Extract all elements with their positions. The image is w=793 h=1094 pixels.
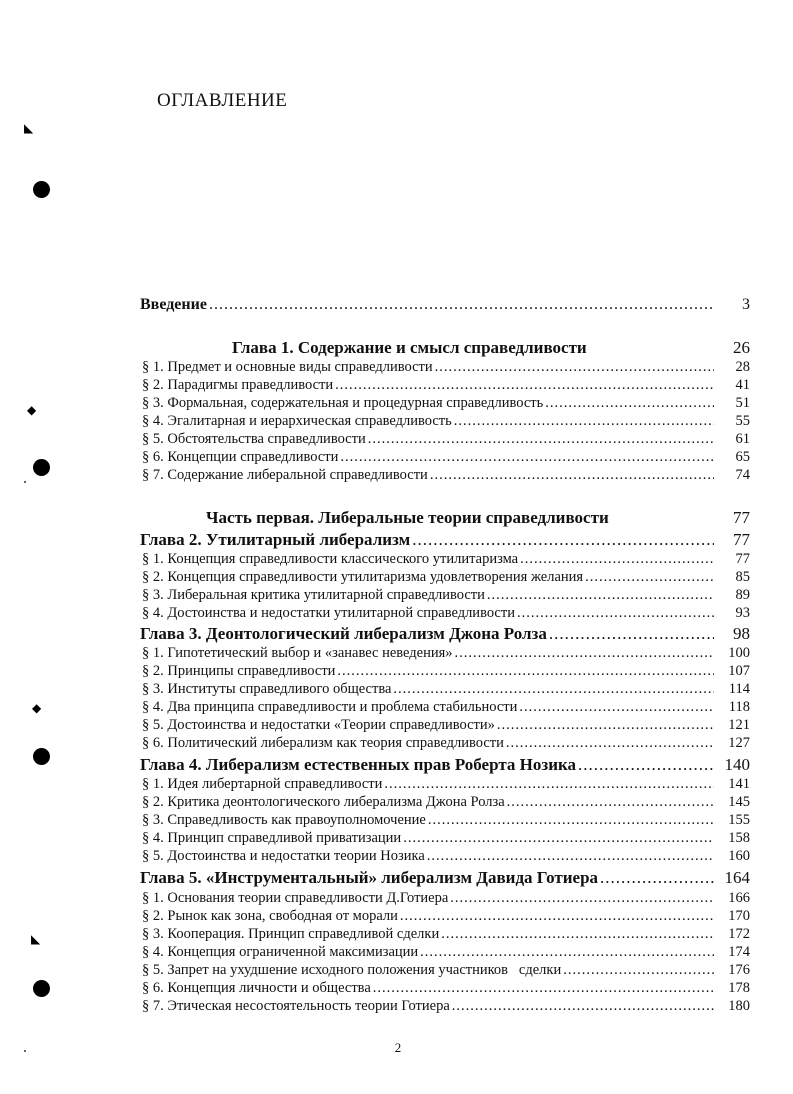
toc-entry-label: § 6. Политический либерализм как теория справедливости: [142, 735, 504, 751]
toc-entry[interactable]: [140, 962, 750, 979]
part-heading-text: Часть первая. Либеральные теории справедливости: [206, 508, 609, 527]
dot-leader: [452, 998, 714, 1015]
toc-entry[interactable]: [140, 812, 750, 829]
toc-entry-page: 93: [735, 605, 750, 621]
toc-entry-page: 127: [728, 735, 750, 751]
toc-entry-label: § 3. Кооперация. Принцип справедливой сделки: [142, 926, 440, 942]
toc-entry-label: Введение: [140, 296, 207, 313]
toc-entry[interactable]: [140, 431, 750, 448]
dot-leader: [368, 431, 714, 448]
toc-entry-label: § 4. Достоинства и недостатки утилитарной справедливости: [142, 605, 515, 621]
toc-entry-page: 41: [735, 377, 750, 393]
toc-entry-page: 74: [735, 467, 750, 483]
toc-entry-label: § 1. Основания теории справедливости Д.Готиера: [142, 890, 449, 906]
dot-leader: [412, 530, 714, 550]
toc-entry-label: § 7. Содержание либеральной справедливости: [142, 467, 428, 483]
part-heading-page: 77: [733, 508, 750, 527]
scan-mark-icon: ◣: [24, 121, 34, 135]
chapter-heading-text: Глава 1. Содержание и смысл справедливости: [232, 338, 587, 357]
toc-entry[interactable]: [140, 681, 750, 698]
toc-entry[interactable]: [140, 908, 750, 925]
dot-leader: [435, 359, 714, 376]
dot-leader: [337, 663, 714, 680]
scan-mark-icon: ◆: [32, 701, 42, 715]
toc-entry[interactable]: [140, 587, 750, 604]
dot-leader: [585, 569, 714, 586]
toc-entry[interactable]: [140, 663, 750, 680]
toc-chapter-label: Глава 2. Утилитарный либерализм: [140, 530, 411, 549]
binder-hole-icon: [33, 980, 50, 997]
scan-speck: [24, 481, 26, 483]
toc-entry[interactable]: [140, 467, 750, 484]
toc-entry-page: 121: [728, 717, 750, 733]
toc-entry-page: 176: [728, 962, 750, 978]
toc-entry-page: 145: [728, 794, 750, 810]
toc-entry-label: § 7. Этическая несостоятельность теории Готиера: [142, 998, 450, 1014]
toc-entry[interactable]: [140, 377, 750, 394]
toc-entry[interactable]: [140, 794, 750, 811]
toc-chapter-entry[interactable]: [140, 624, 750, 644]
toc-entry-page: 107: [728, 663, 750, 679]
toc-entry[interactable]: [140, 605, 750, 622]
toc-entry-page: 155: [728, 812, 750, 828]
toc-entry[interactable]: [140, 717, 750, 734]
toc-entry[interactable]: [140, 848, 750, 865]
dot-leader: [393, 681, 714, 698]
toc-entry-page: 158: [728, 830, 750, 846]
toc-entry[interactable]: [140, 890, 750, 907]
dot-leader: [441, 926, 714, 943]
toc-entry-page: 28: [735, 359, 750, 375]
toc-entry-page: 172: [728, 926, 750, 942]
dot-leader: [340, 449, 714, 466]
toc-entry-label: § 4. Два принципа справедливости и проблема стабильности: [142, 699, 518, 715]
toc-entry-label: § 1. Идея либертарной справедливости: [142, 776, 383, 792]
dot-leader: [519, 699, 714, 716]
toc-entry-label: § 4. Эгалитарная и иерархическая справедливость: [142, 413, 452, 429]
toc-entry-page: 51: [735, 395, 750, 411]
dot-leader: [428, 812, 714, 829]
dot-leader: [335, 377, 714, 394]
dot-leader: [520, 551, 714, 568]
toc-entry-label: § 2. Рынок как зона, свободная от морали: [142, 908, 398, 924]
toc-entry-label: § 3. Либеральная критика утилитарной справедливости: [142, 587, 485, 603]
toc-entry-label: § 1. Гипотетический выбор и «занавес неведения»: [142, 645, 453, 661]
toc-entry[interactable]: [140, 551, 750, 568]
dot-leader: [545, 395, 714, 412]
toc-chapter-page: 164: [724, 868, 750, 887]
toc-chapter-entry[interactable]: [140, 755, 750, 775]
toc-entry-label: § 2. Парадигмы праведливости: [142, 377, 334, 393]
toc-chapter-label: Глава 3. Деонтологический либерализм Джона Ролза: [140, 624, 547, 643]
toc-entry-label: § 6. Концепция личности и общества: [142, 980, 371, 996]
toc-entry-page: 141: [728, 776, 750, 792]
toc-entry[interactable]: [140, 645, 750, 662]
dot-leader: [450, 890, 714, 907]
toc-entry[interactable]: [140, 699, 750, 716]
toc-entry-label: § 3. Справедливость как правоуполномочение: [142, 812, 426, 828]
toc-entry-page: 166: [728, 890, 750, 906]
dot-leader: [497, 717, 714, 734]
toc-entry-label: § 5. Запрет на ухудшение исходного положения участников сделки: [142, 962, 562, 978]
toc-entry-page: 55: [735, 413, 750, 429]
toc-entry-page: 100: [728, 645, 750, 661]
dot-leader: [455, 645, 714, 662]
dot-leader: [430, 467, 714, 484]
toc-chapter-entry[interactable]: [140, 530, 750, 550]
page-number: 2: [394, 1040, 402, 1055]
toc-entry-page: 77: [735, 551, 750, 567]
page-title: ОГЛАВЛЕНИЕ: [157, 90, 288, 111]
toc-entry[interactable]: [140, 980, 750, 997]
toc-entry[interactable]: [140, 926, 750, 943]
toc-entry[interactable]: [140, 998, 750, 1015]
toc-entry-page: 114: [728, 681, 750, 697]
scan-speck: [24, 1050, 26, 1052]
chapter-heading-page: 26: [733, 338, 750, 357]
dot-leader: [517, 605, 714, 622]
toc-entry-label: § 5. Достоинства и недостатки «Теории справедливости»: [142, 717, 495, 733]
toc-chapter-page: 140: [724, 755, 750, 774]
toc-chapter-entry[interactable]: [140, 868, 750, 888]
toc-entry[interactable]: [140, 413, 750, 430]
dot-leader: [373, 980, 714, 997]
toc-entry[interactable]: [140, 776, 750, 793]
toc-entry-label: § 4. Концепция ограниченной максимизации: [142, 944, 419, 960]
toc-entry[interactable]: [140, 735, 750, 752]
dot-leader: [400, 908, 714, 925]
toc-entry-page: 3: [742, 296, 750, 313]
toc-entry-label: § 6. Концепции справедливости: [142, 449, 339, 465]
toc-entry-page: 61: [735, 431, 750, 447]
dot-leader: [507, 794, 714, 811]
dot-leader: [600, 868, 714, 888]
toc-entry-label: § 3. Формальная, содержательная и процедурная справедливость: [142, 395, 544, 411]
toc-entry-label: § 2. Принципы справедливости: [142, 663, 336, 679]
toc-entry-label: § 1. Предмет и основные виды справедливости: [142, 359, 433, 375]
toc-entry-page: 174: [728, 944, 750, 960]
toc-entry[interactable]: [140, 359, 750, 376]
dot-leader: [420, 944, 714, 961]
toc-entry-page: 160: [728, 848, 750, 864]
toc-entry-page: 180: [728, 998, 750, 1014]
toc-chapter-label: Глава 5. «Инструментальный» либерализм Давида Готиера: [140, 868, 599, 887]
toc-chapter-page: 77: [733, 530, 750, 549]
dot-leader: [384, 776, 714, 793]
toc-entry-page: 85: [735, 569, 750, 585]
toc-entry-page: 170: [728, 908, 750, 924]
binder-hole-icon: [33, 181, 50, 198]
dot-leader: [403, 830, 714, 847]
dot-leader: [427, 848, 714, 865]
toc-entry[interactable]: [140, 569, 750, 586]
toc-entry-introduction[interactable]: [140, 296, 750, 314]
toc-entry-label: § 5. Достоинства и недостатки теории Нозика: [142, 848, 425, 864]
scan-mark-icon: ◆: [27, 403, 37, 417]
toc-chapter-page: 98: [733, 624, 750, 643]
toc-entry-label: § 5. Обстоятельства справедливости: [142, 431, 366, 447]
toc-entry-label: § 2. Критика деонтологического либерализма Джона Ролза: [142, 794, 505, 810]
dot-leader: [549, 624, 714, 644]
toc-entry[interactable]: [140, 449, 750, 466]
toc-entry[interactable]: [140, 944, 750, 961]
scan-mark-icon: ◣: [31, 932, 41, 946]
toc-entry-label: § 1. Концепция справедливости классического утилитаризма: [142, 551, 519, 567]
toc-entry-page: 178: [728, 980, 750, 996]
dot-leader: [454, 413, 714, 430]
dot-leader: [506, 735, 714, 752]
binder-hole-icon: [33, 748, 50, 765]
toc-entry[interactable]: [140, 830, 750, 847]
toc-entry-page: 65: [735, 449, 750, 465]
toc-entry-page: 89: [735, 587, 750, 603]
toc-entry-label: § 2. Концепция справедливости утилитаризма удовлетворения желания: [142, 569, 584, 585]
toc-entry-label: § 4. Принцип справедливой приватизации: [142, 830, 402, 846]
binder-hole-icon: [33, 459, 50, 476]
dot-leader: [578, 755, 714, 775]
toc-entry-page: 118: [728, 699, 750, 715]
dot-leader: [563, 962, 714, 979]
dot-leader: [209, 296, 714, 314]
toc-entry-label: § 3. Институты справедливого общества: [142, 681, 392, 697]
toc-entry[interactable]: [140, 395, 750, 412]
dot-leader: [487, 587, 714, 604]
toc-chapter-label: Глава 4. Либерализм естественных прав Роберта Нозика: [140, 755, 577, 774]
